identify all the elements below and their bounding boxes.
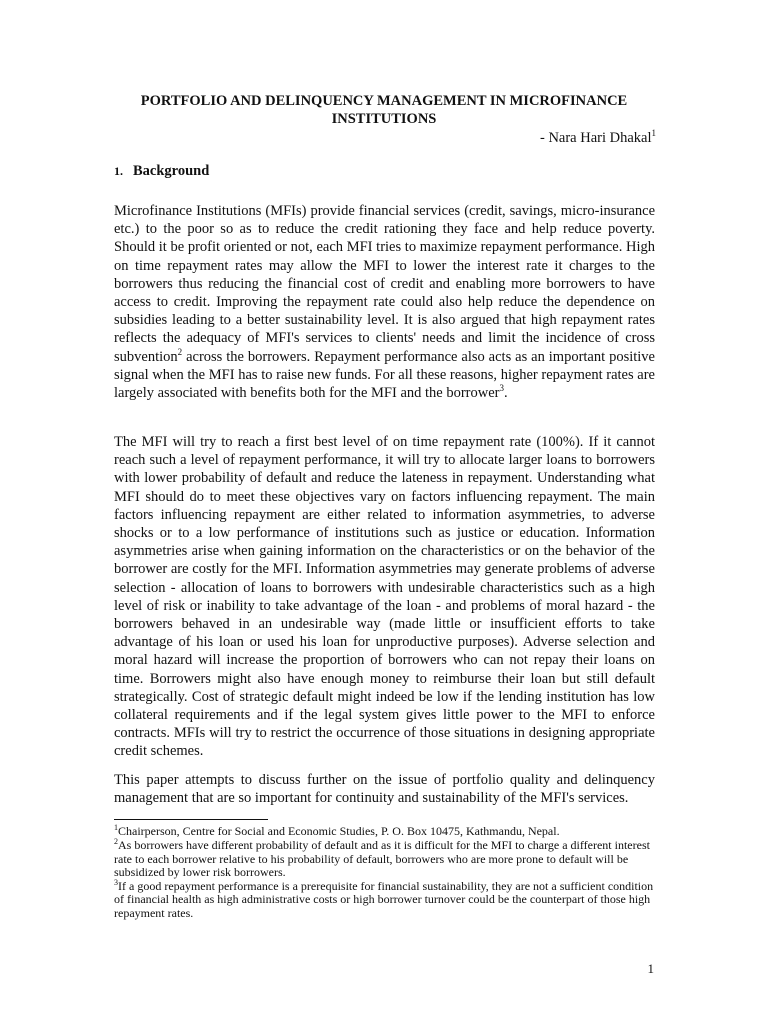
- footnote-text: As borrowers have different probability of default and as it is difficult for the MFI to charge a different interest rate to each borrower relative to his probability of default, borrowers who are more prone to default will be subsidized by lower risk borrowers.: [114, 838, 650, 879]
- footnote-text: Chairperson, Centre for Social and Economic Studies, P. O. Box 10475, Kathmandu, Nepal.: [118, 824, 560, 838]
- footnote-ref-2: 2: [177, 346, 183, 357]
- section-title: Background: [133, 163, 210, 179]
- paragraph-2: The MFI will try to reach a first best level of on time repayment rate (100%). If it cannot reach such a level of repayment performance, it will try to allocate larger loans to borrowers with lower probability of default and reduce the lateness in repayment. Understanding what MFI should do to meet these objectives vary on factors influencing repayment. The main factors influencing repayment are either related to information asymmetries, to adverse shocks or to a low performance of institutions such as justice or education. Information asymmetries arise when gaining information on the characteristics or on the behavior of the borrower are costly for the MFI. Information asymmetries may generate problems of adverse selection - allocation of loans to borrowers with undesirable characteristics such as a high level of risk or inability to take advantage of the loan - and problems of moral hazard - the borrowers behaved in an undesirable way (made little or insufficient efforts to take advantage of his loan or used his loan for unproductive purposes). Adverse selection and moral hazard will increase the proportion of borrowers who can not repay their loans on time. Borrowers might also have enough money to reimburse their loan but still default strategically. Cost of strategic default might indeed be low if the lending institution has low collateral requirements and if the legal system gives little power to the MFI to enforce contracts. MFIs will try to restrict the occurrence of those situations in designing appropriate credit schemes.: [114, 434, 655, 760]
- page-number: 1: [647, 961, 654, 976]
- footnote-text: If a good repayment performance is a prerequisite for financial sustainability, they are not a sufficient condition of financial health as high administrative costs or high borrower turnover could be the counterpart of those high repayment rates.: [114, 879, 654, 920]
- footnotes: [114, 825, 655, 921]
- paragraph-1: [114, 202, 655, 402]
- footnote-mark: 2: [114, 837, 118, 847]
- paragraph-1-text-a: Microfinance Institutions (MFIs) provide financial services (credit, savings, micro-insurance etc.) to the poor so as to reduce the credit rationing they face and help reduce poverty. Should it be profit oriented or not, each MFI tries to maximize repayment performance. High on time repayment rates may allow the MFI to lower the interest rate it charges to the borrowers thus reducing the financial cost of credit and enabling more borrowers to have access to credit. Improving the repayment rate could also help reduce the dependence on subsidies leading to a better sustainability level. It is also argued that high repayment rates reflects the adequacy of MFI's services to clients' needs and limit the incidence of cross subvention: [114, 203, 655, 365]
- paragraph-3: This paper attempts to discuss further on the issue of portfolio quality and delinquency management that are so important for continuity and sustainability of the MFI's services.: [114, 772, 655, 807]
- paragraph-1-text-c: .: [504, 385, 508, 402]
- author-line: [540, 130, 656, 147]
- paragraph-1-text-b: across the borrowers. Repayment performance also acts as an important positive signal when the MFI has to raise new funds. For all these reasons, higher repayment rates are largely associated with benefits both for the MFI and the borrower: [114, 348, 655, 402]
- footnote-1: [114, 825, 655, 838]
- section-heading: [114, 163, 209, 180]
- footnote-mark: 1: [114, 823, 118, 832]
- author-footnote-ref: 1: [651, 128, 656, 139]
- footnote-2: [114, 839, 655, 879]
- footnote-separator: [114, 819, 268, 820]
- footnote-3: [114, 880, 655, 920]
- document-title: PORTFOLIO AND DELINQUENCY MANAGEMENT IN MICROFINANCE INSTITUTIONS: [140, 93, 628, 127]
- author-name: - Nara Hari Dhakal: [539, 130, 652, 146]
- footnote-mark: 3: [114, 878, 118, 888]
- section-number: 1.: [114, 164, 123, 178]
- footnote-ref-3: 3: [499, 383, 504, 394]
